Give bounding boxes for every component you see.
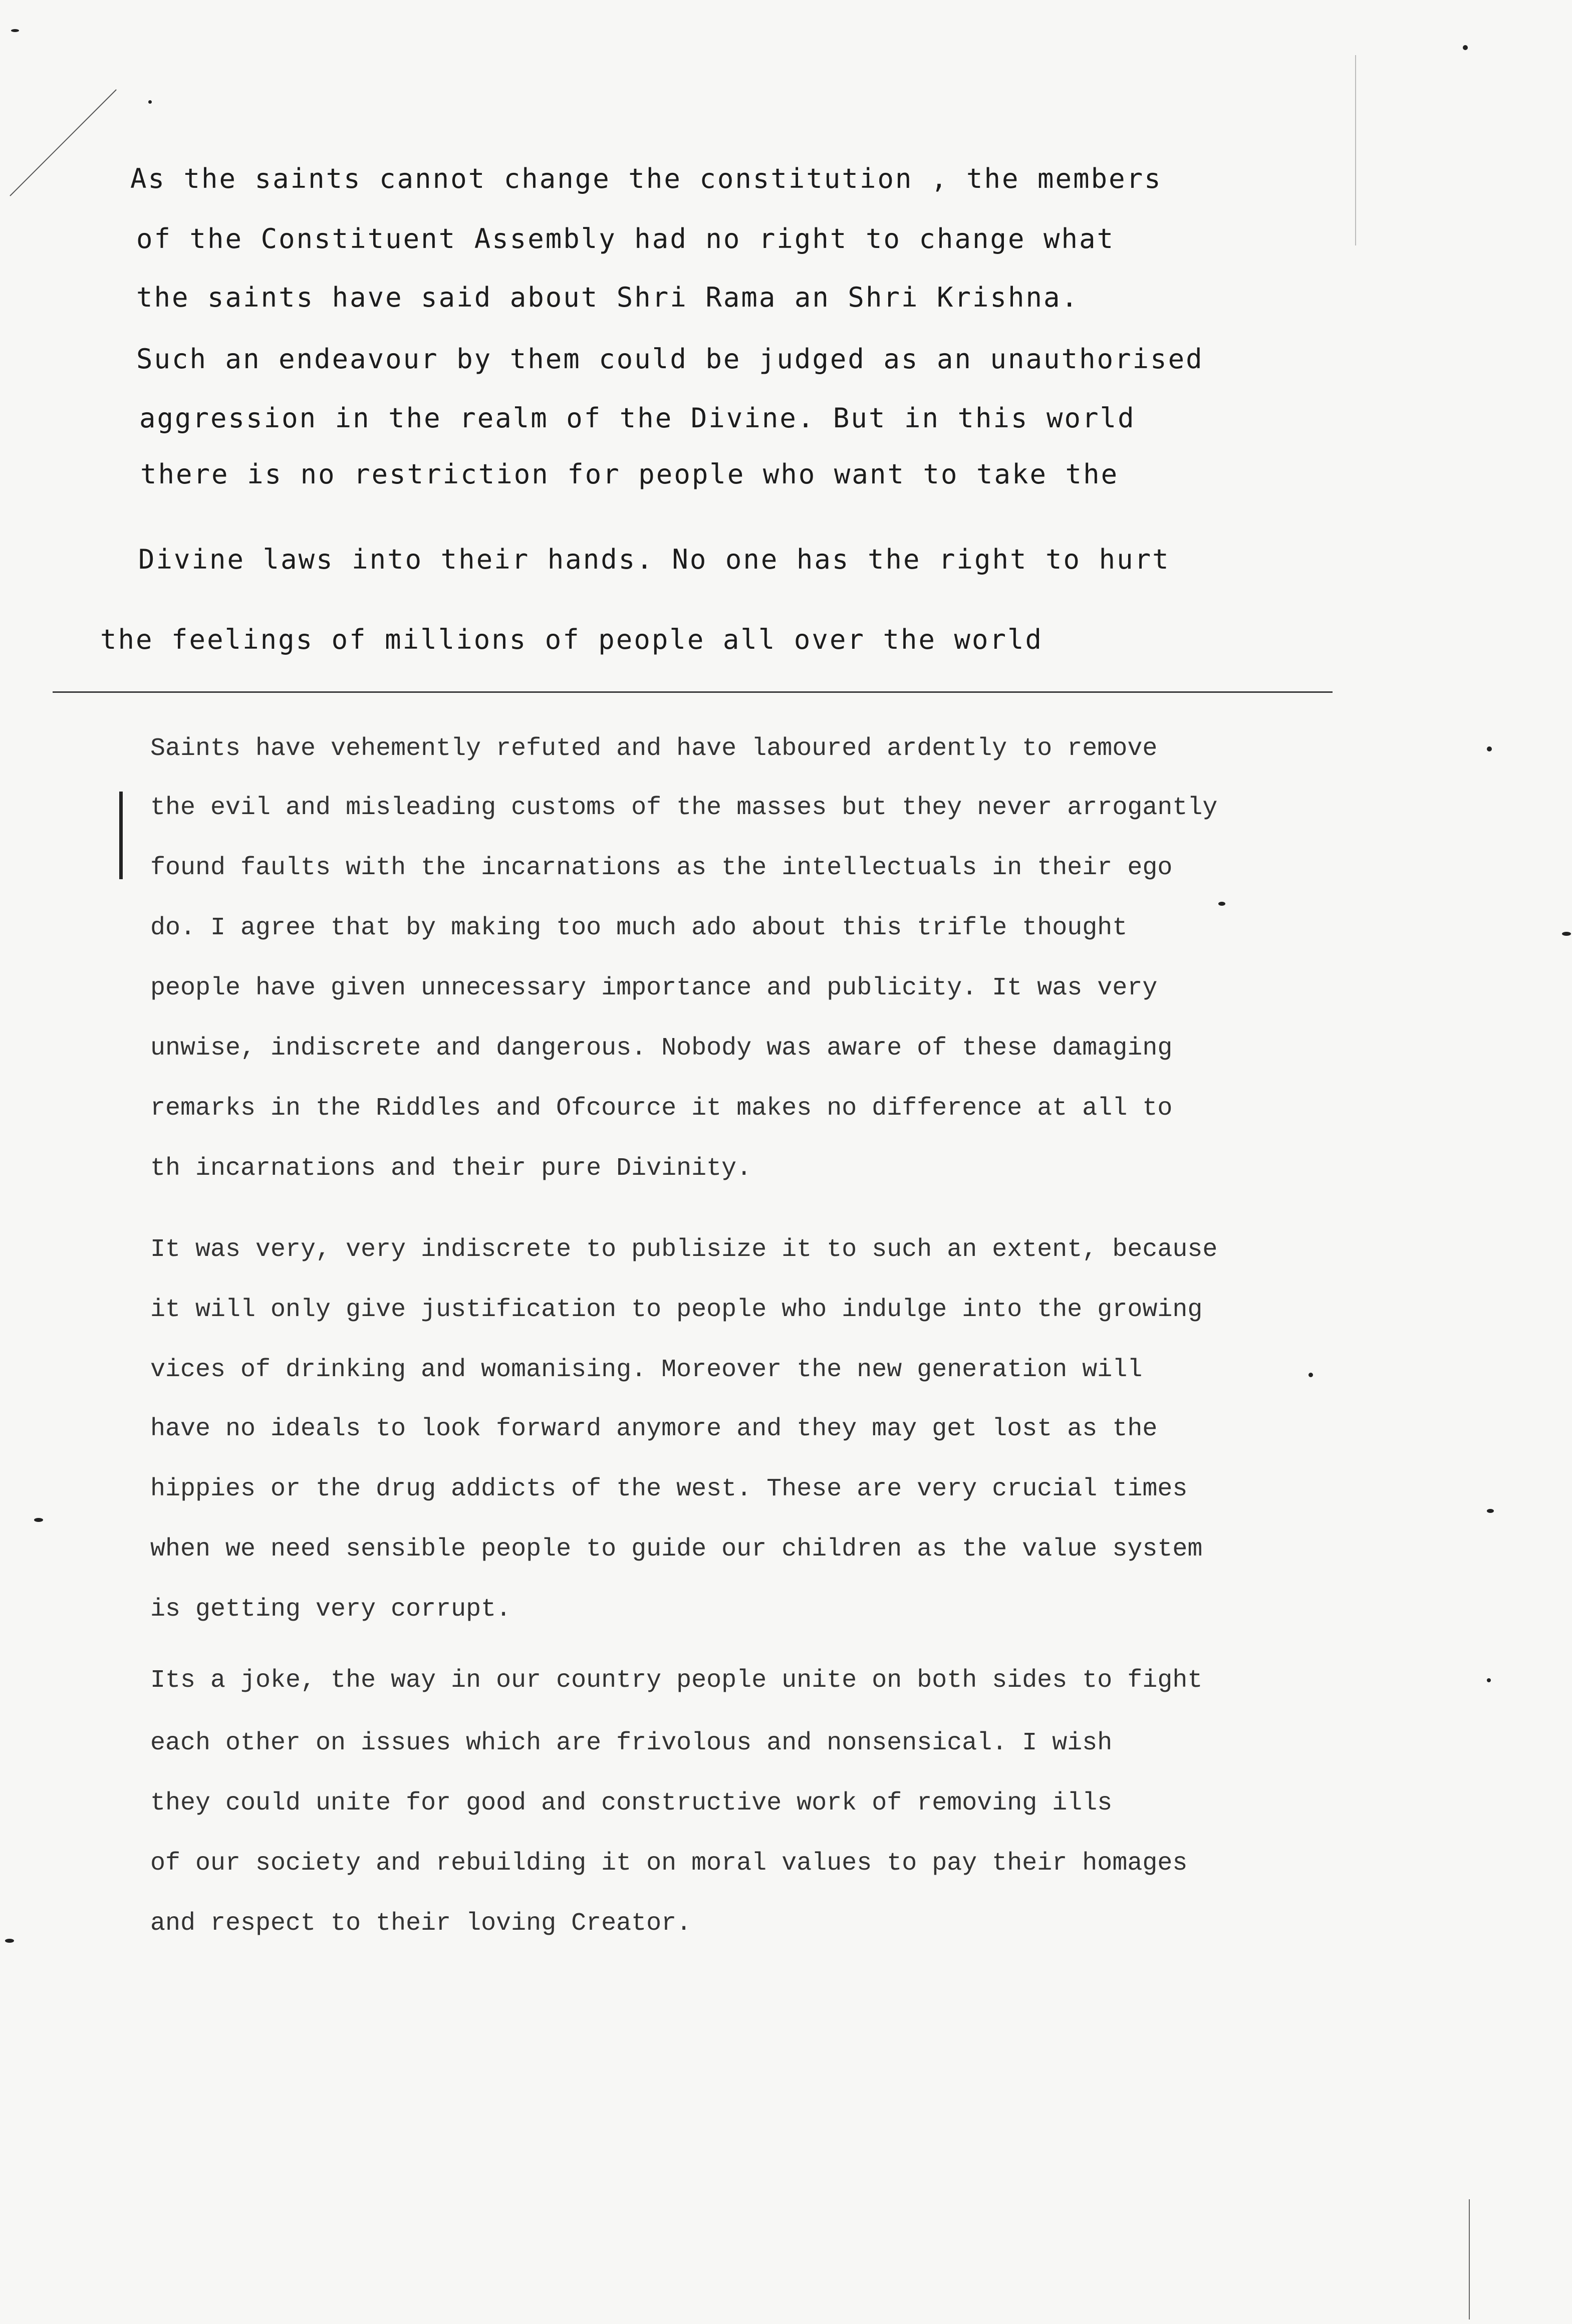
paragraph-line: It was very, very indiscrete to publisize it to such an extent, because bbox=[150, 1235, 1218, 1264]
paragraph-line: have no ideals to look forward anymore and they may get lost as the bbox=[150, 1415, 1158, 1443]
paragraph-line: is getting very corrupt. bbox=[150, 1595, 511, 1624]
upper-line: the feelings of millions of people all over the world bbox=[100, 624, 1043, 655]
horizontal-rule bbox=[53, 691, 1333, 693]
paragraph-line: Its a joke, the way in our country people unite on both sides to fight bbox=[150, 1666, 1203, 1695]
scan-speck bbox=[1487, 1509, 1494, 1513]
scan-speck bbox=[11, 29, 19, 32]
scan-speck bbox=[1562, 932, 1571, 936]
scan-speck bbox=[1218, 902, 1225, 906]
upper-line: aggression in the realm of the Divine. But in this world bbox=[139, 402, 1136, 434]
scan-edge-line bbox=[1355, 55, 1356, 245]
upper-line: Divine laws into their hands. No one has the right to hurt bbox=[138, 544, 1170, 575]
paragraph-line: each other on issues which are frivolous and nonsensical. I wish bbox=[150, 1729, 1113, 1757]
paragraph-line: when we need sensible people to guide our children as the value system bbox=[150, 1535, 1203, 1564]
paragraph-line: unwise, indiscrete and dangerous. Nobody was aware of these damaging bbox=[150, 1034, 1173, 1063]
scan-speck bbox=[1487, 746, 1492, 751]
paragraph-line: vices of drinking and womanising. Moreover the new generation will bbox=[150, 1356, 1143, 1384]
paragraph-line: Saints have vehemently refuted and have laboured ardently to remove bbox=[150, 734, 1158, 763]
upper-line: As the saints cannot change the constitution , the members bbox=[130, 163, 1162, 194]
scan-scratch bbox=[10, 89, 117, 196]
scan-speck bbox=[1308, 1373, 1313, 1377]
paragraph-line: people have given unnecessary importance and publicity. It was very bbox=[150, 974, 1158, 1002]
upper-line: Such an endeavour by them could be judged as an unauthorised bbox=[136, 343, 1204, 375]
margin-mark bbox=[119, 792, 123, 879]
scan-speck bbox=[148, 100, 152, 104]
upper-line: there is no restriction for people who want to take the bbox=[140, 458, 1119, 490]
paragraph-line: the evil and misleading customs of the masses but they never arrogantly bbox=[150, 794, 1218, 822]
paragraph-line: remarks in the Riddles and Ofcource it makes no difference at all to bbox=[150, 1094, 1173, 1123]
paragraph-line: and respect to their loving Creator. bbox=[150, 1909, 692, 1938]
scan-speck bbox=[5, 1939, 14, 1943]
scan-speck bbox=[1487, 1678, 1491, 1682]
paragraph-line: of our society and rebuilding it on moral values to pay their homages bbox=[150, 1849, 1188, 1878]
paragraph-line: they could unite for good and constructive work of removing ills bbox=[150, 1789, 1113, 1818]
scan-edge-line bbox=[1469, 2199, 1470, 2319]
paragraph-line: it will only give justification to people who indulge into the growing bbox=[150, 1296, 1203, 1324]
paragraph-line: found faults with the incarnations as the intellectuals in their ego bbox=[150, 854, 1173, 882]
paragraph-line: th incarnations and their pure Divinity. bbox=[150, 1154, 752, 1183]
upper-line: of the Constituent Assembly had no right to change what bbox=[136, 223, 1115, 254]
scan-speck bbox=[34, 1518, 43, 1522]
upper-line: the saints have said about Shri Rama an Shri Krishna. bbox=[136, 282, 1080, 313]
scan-speck bbox=[1463, 45, 1468, 50]
paragraph-line: do. I agree that by making too much ado about this trifle thought bbox=[150, 914, 1128, 942]
paragraph-line: hippies or the drug addicts of the west. These are very crucial times bbox=[150, 1475, 1188, 1503]
